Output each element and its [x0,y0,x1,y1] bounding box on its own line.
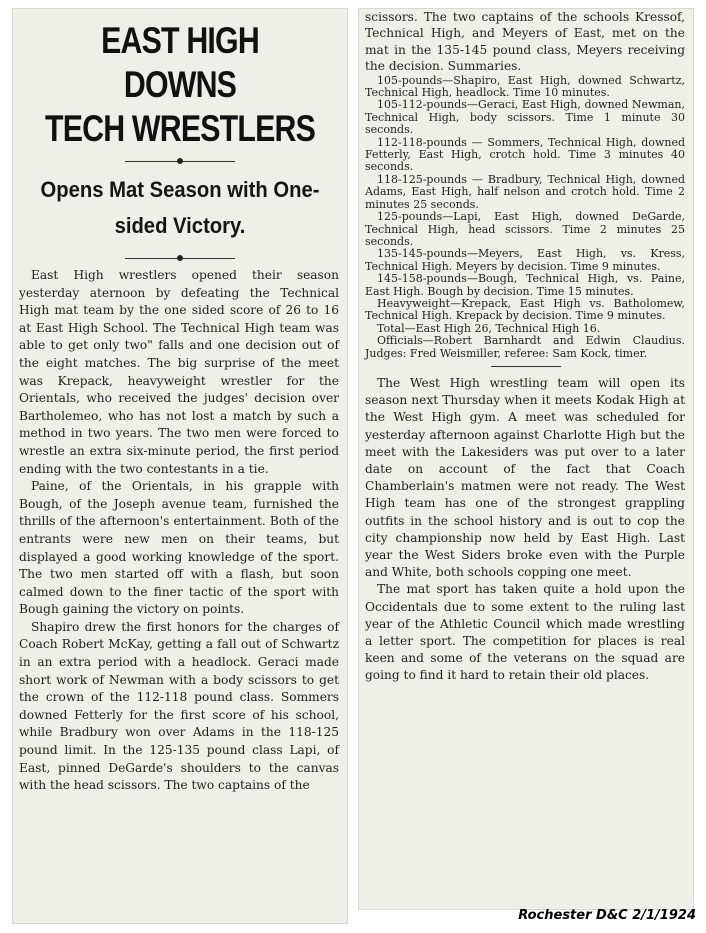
article-paragraph: The mat sport has taken quite a hold upon the Occidentals due to some extent to the ruling last year of the Athletic Council which made wrestling a letter sport. The competition for places is real keen and some of the veterans on the squad are going to find it hard to retain their old places. [365,582,685,683]
source-caption: Rochester D&C 2/1/1924 [518,908,696,923]
article-paragraph: Paine, of the Orientals, in his grapple with Bough, of the Joseph avenue team, furnished the thrills of the afternoon's entertainment. Both of the entrants were new men on their teams, but displayed a good working knowledge of the sport. The two men started off with a flash, but soon calmed down to the finer tactic of the sport with Bough gaining the victory on points. [19,479,339,617]
article-paragraph: East High wrestlers opened their season yesterday aternoon by defeating the Technical High mat team by the one sided score of 26 to 16 at East High School. The Technical High team was able to get only two" falls and one decision out of the eight matches. The big surprise of the meet was Krepack, heavyweight wrestler for the Orientals, who received the judges' decision over Bartholemeo, who has not lost a match by such a method in two years. The two men were forced to wrestle an extra six-minute period, the first period ending with the two contestants in a tie. [19,268,339,476]
summary-item: 105-112-pounds—Geraci, East High, downed Newman, Technical High, body scissors. Time 1 minute 30 seconds. [365,98,685,137]
summary-item: Heavyweight—Krepack, East High vs. Batholomew, Technical High. Krepack by decision. Time 9 minutes. [365,296,685,323]
summary-item: 145-158-pounds—Bough, Technical High, vs. Paine, East High. Bough by decision. Time 15 minutes. [365,272,685,298]
summary-item: Total—East High 26, Technical High 16. [377,321,601,335]
article-paragraph: Shapiro drew the first honors for the charges of Coach Robert McKay, getting a fall out of Schwartz in an extra period with a headlock. Geraci made short work of Newman with a body scissors to get the crown of the 112-118 pound class. Sommers downed Fetterly for the first score of his school, while Bradbury won over Adams in the 118-125 pound limit. In the 125-135 pound class Lapi, of East, pinned DeGarde's shoulders to the canvas with the head scissors. The two captains of the [19,619,339,793]
summary-item: 105-pounds—Shapiro, East High, downed Schwartz, Technical High, headlock. Time 10 minutes. [365,73,685,100]
summary-item: 112-118-pounds — Sommers, Technical High, downed Fetterly, East High, crotch hold. Time 3 minutes 40 seconds. [365,135,685,174]
summary-item: Officials—Robert Barnhardt and Edwin Claudius. Judges: Fred Weismiller, referee: Sam Kock, timer. [365,334,685,360]
right-column-clipping [358,8,694,910]
article-paragraph: The West High wrestling team will open its season next Thursday when it meets Kodak High at the West High gym. A meet was scheduled for yesterday afternoon against Charlotte High but the meet with the Lakesiders was put over to a later date on account of the fact that Coach Chamberlain's matmen were not ready. The West High team has one of the strongest grappling outfits in the school history and is out to cop the city championship now held by East High. Last year the West Siders broke even with the Purple and White, both schools copping one meet. [365,375,685,580]
headline-line-1: EAST HIGH DOWNS [101,20,259,105]
subhead-divider [125,258,235,259]
section-divider [491,366,561,367]
left-column-clipping [12,8,348,924]
article-body-left [13,267,347,795]
headline-line-2: TECH WRESTLERS [44,108,316,149]
summary-intro: scissors. The two captains of the schools Kressof, Technical High, and Meyers of East, met on the mat in the 135-145 pound class, Meyers receiving the decision. Summaries. [365,10,685,74]
headline-divider [125,161,235,162]
summary-item: 125-pounds—Lapi, East High, downed DeGarde, Technical High, head scissors. Time 2 minutes 25 seconds. [365,210,685,248]
article-body-right [359,375,693,685]
subheadline: Opens Mat Season with One-sided Victory. [40,177,320,238]
summary-item: 118-125-pounds — Bradbury, Technical High, downed Adams, East High, half nelson and crotch hold. Time 2 minutes 25 seconds. [365,172,685,211]
summary-item: 135-145-pounds—Meyers, East High, vs. Kress, Technical High. Meyers by decision. Time 9 minutes. [365,247,685,273]
match-summaries [359,9,693,360]
